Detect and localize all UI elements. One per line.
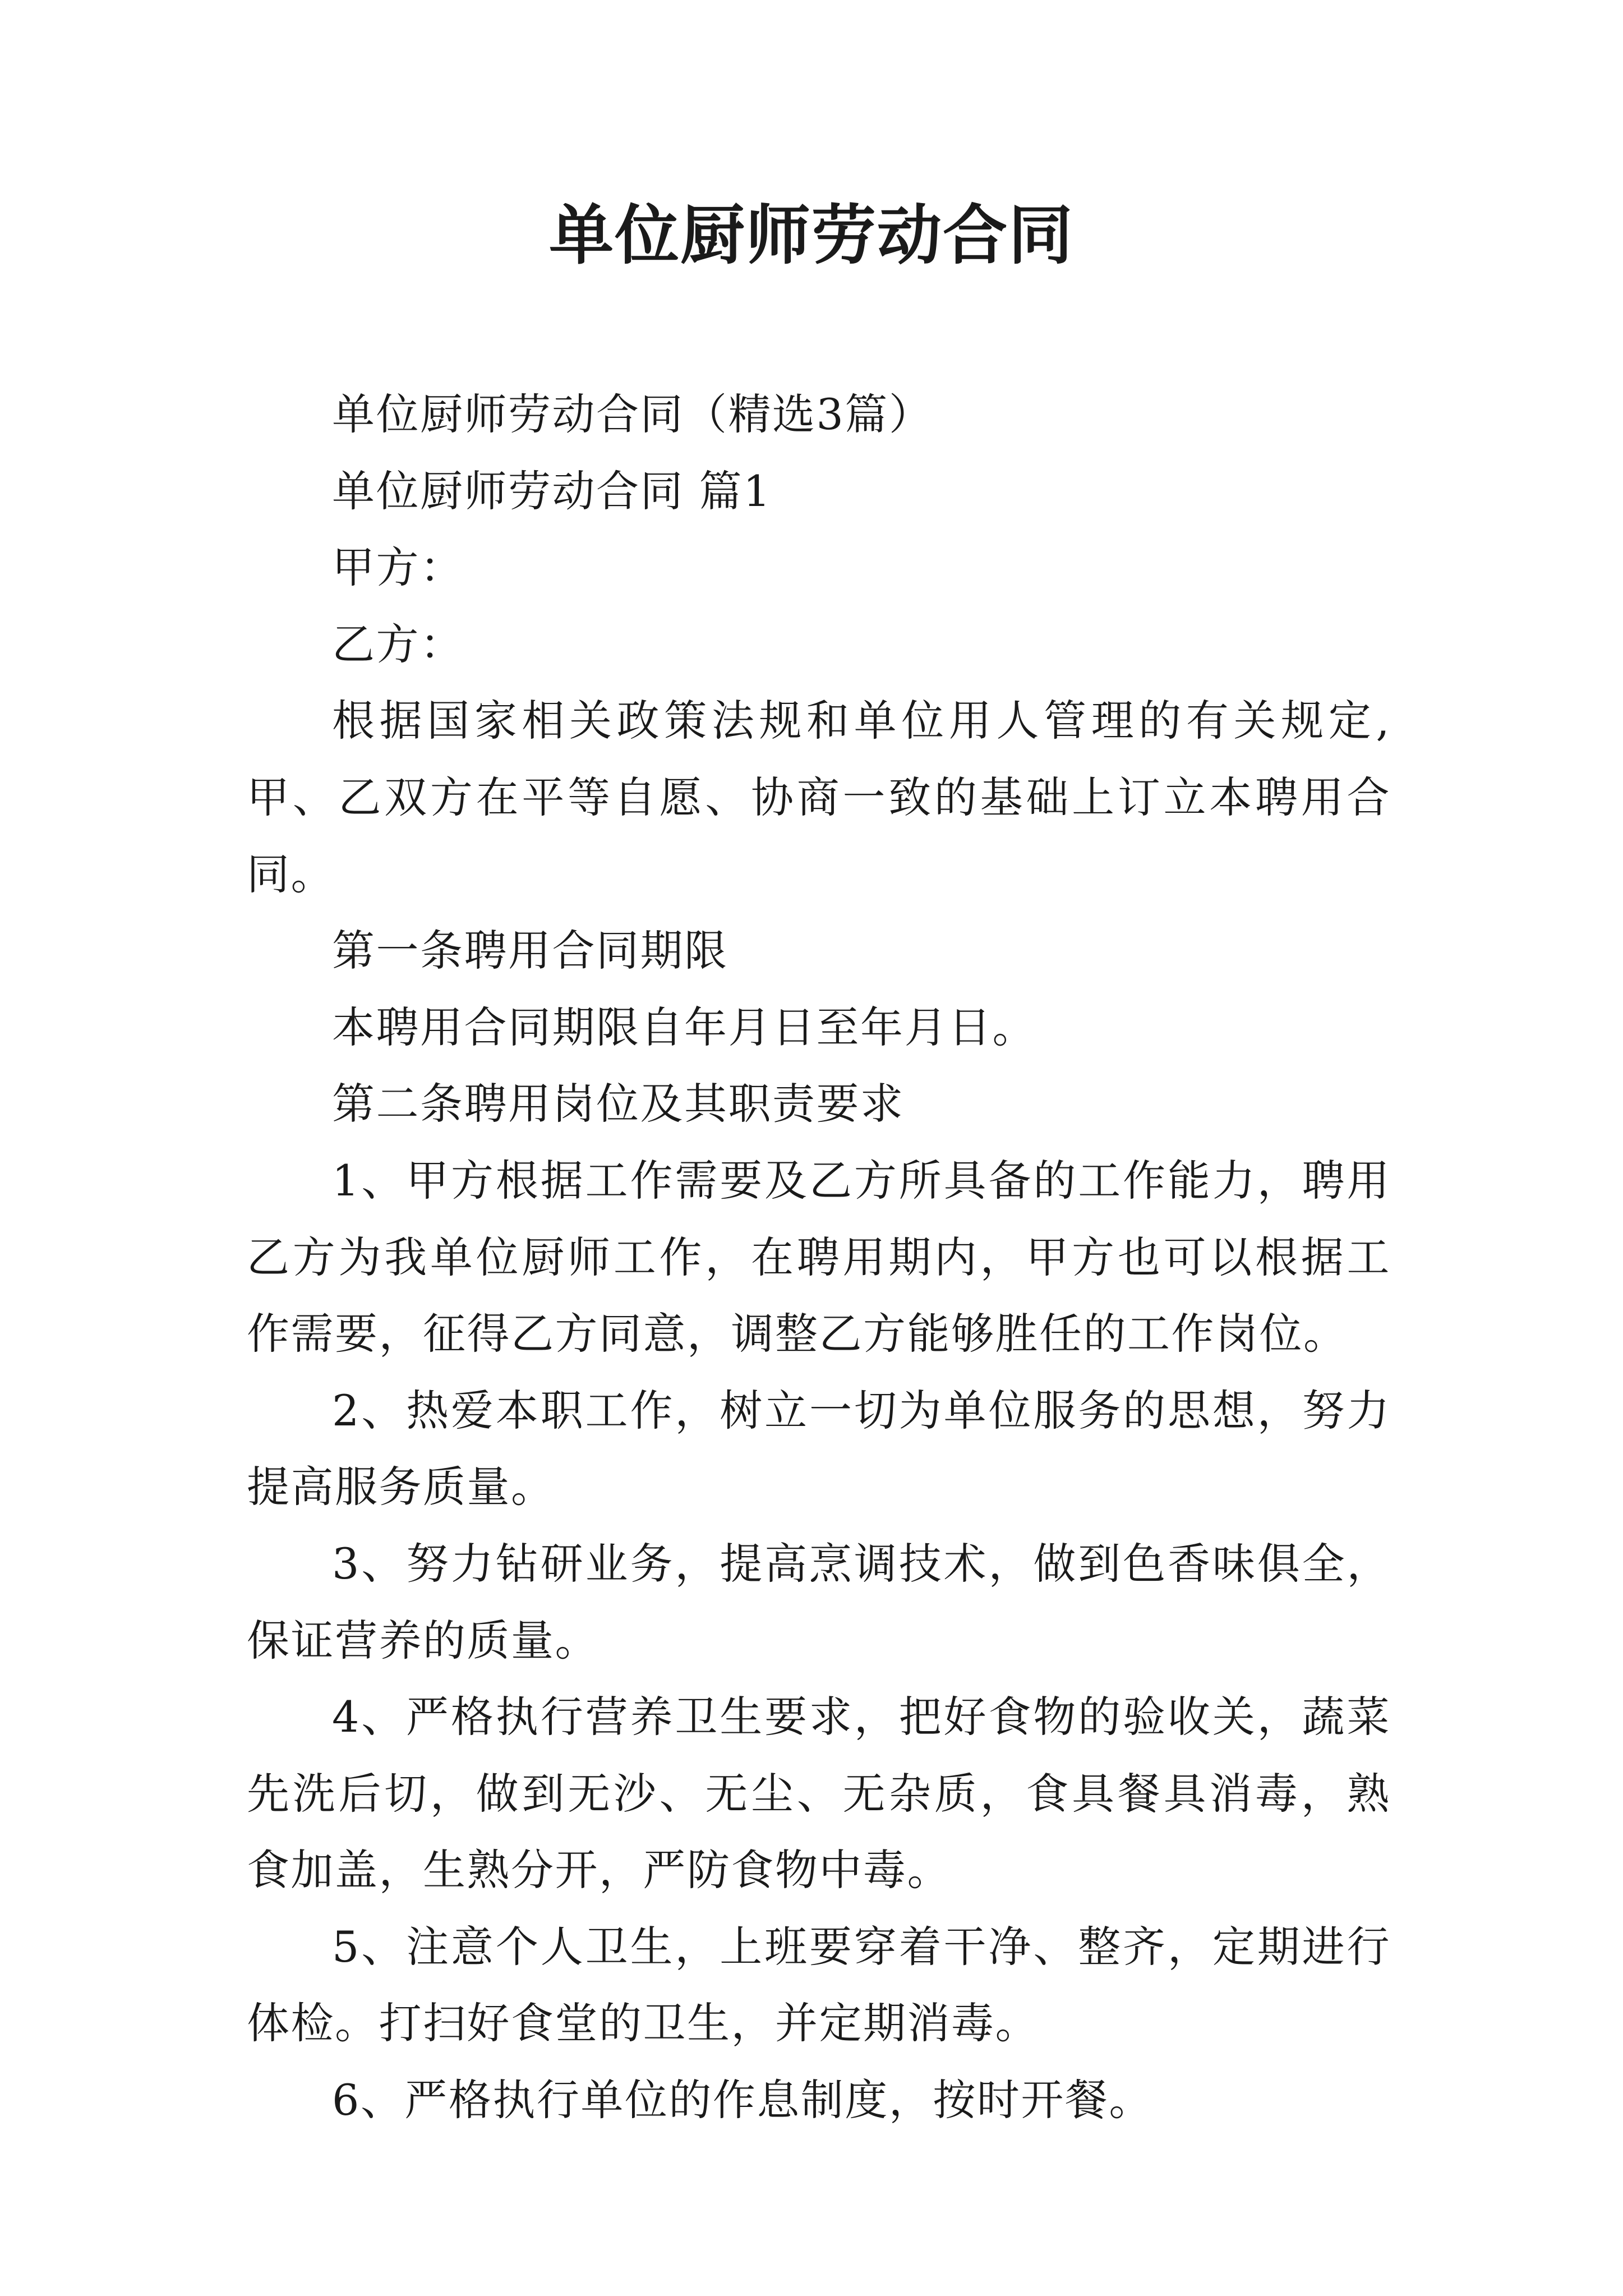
paragraph-preamble: 根据国家相关政策法规和单位用人管理的有关规定,甲、乙双方在平等自愿、协商一致的基础上订立本聘用合同。 (247, 696, 1391, 899)
document-body (247, 376, 1391, 2139)
paragraph-article-1-heading: 第一条聘用合同期限 (332, 926, 728, 976)
paragraph-clause-5: 5、注意个人卫生，上班要穿着干净、整齐，定期进行体检。打扫好食堂的卫生，并定期消毒。 (247, 1921, 1391, 2049)
paragraph-article-1-term: 本聘用合同期限自年月日至年月日。 (332, 1002, 1036, 1052)
paragraph-clause-6: 6、严格执行单位的作息制度，按时开餐。 (332, 2075, 1153, 2125)
paragraph-clause-1: 1、甲方根据工作需要及乙方所具备的工作能力，聘用乙方为我单位厨师工作，在聘用期内，甲方也可以根据工作需要，征得乙方同意，调整乙方能够胜任的工作岗位。 (247, 1155, 1391, 1359)
paragraph-party-a: 甲方： (332, 542, 464, 593)
paragraph-clause-4: 4、严格执行营养卫生要求，把好食物的验收关，蔬菜先洗后切，做到无沙、无尘、无杂质，食具餐具消毒，熟食加盖，生熟分开，严防食物中毒。 (247, 1692, 1391, 1895)
paragraph-clause-2: 2、热爱本职工作，树立一切为单位服务的思想，努力提高服务质量。 (247, 1385, 1391, 1512)
paragraph-clause-3: 3、努力钻研业务，提高烹调技术，做到色香味俱全，保证营养的质量。 (247, 1538, 1391, 1665)
paragraph-section-heading: 单位厨师劳动合同 篇1 (332, 466, 772, 516)
paragraph-article-2-heading: 第二条聘用岗位及其职责要求 (332, 1079, 905, 1129)
paragraph-party-b: 乙方： (332, 619, 464, 669)
paragraph-subtitle: 单位厨师劳动合同（精选3篇） (332, 389, 933, 439)
document-title: 单位厨师劳动合同 (548, 197, 1074, 273)
